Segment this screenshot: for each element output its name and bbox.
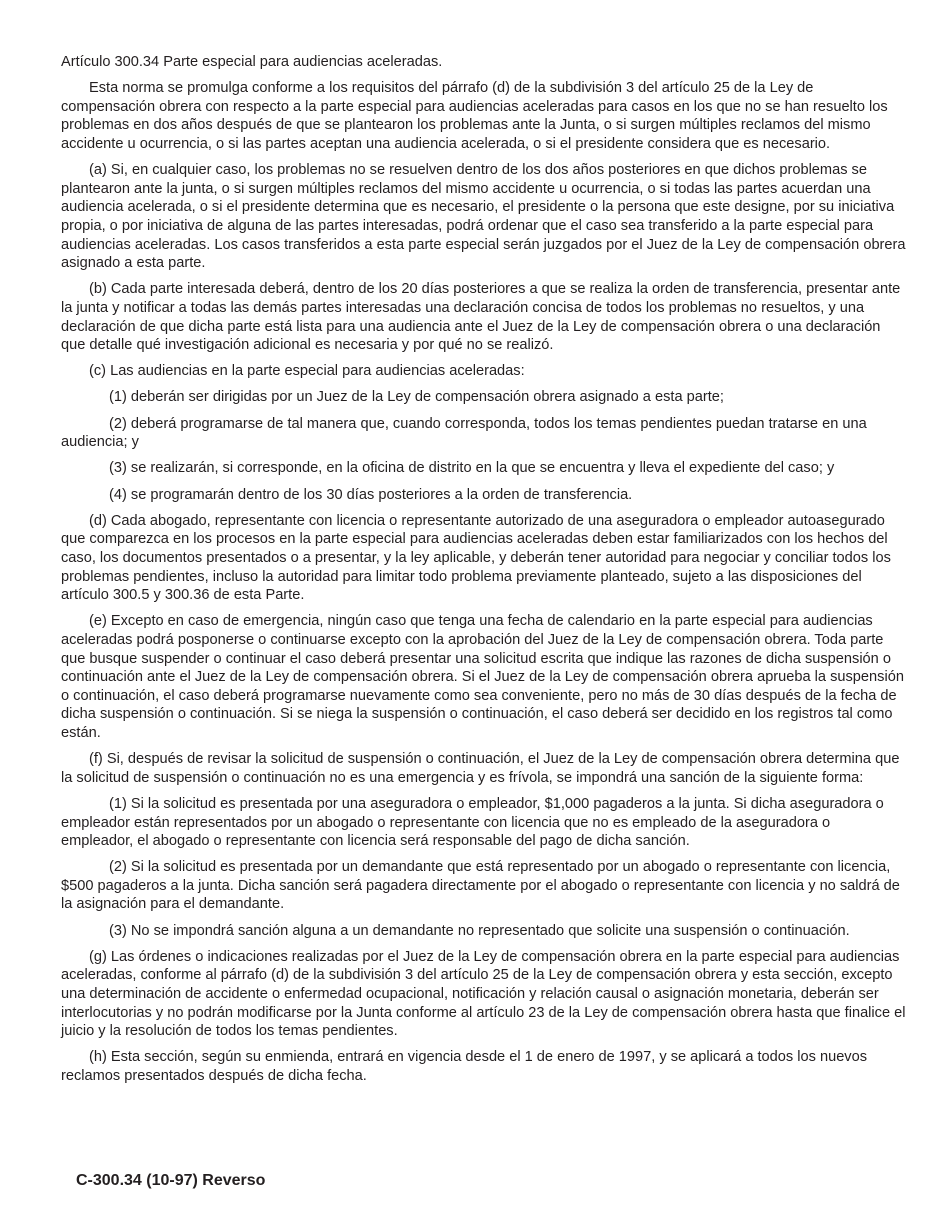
paragraph-c: (c) Las audiencias en la parte especial para audiencias aceleradas: [89, 363, 525, 380]
document-body [61, 53, 906, 1093]
paragraph-b: (b) Cada parte interesada deberá, dentro de los 20 días posteriores a que se realiza la orden de transferencia, presentar ante la junta y notificar a todas las demás partes interesadas una declaración concisa de todos los problemas no resueltos, y una declaración de que dicha parte está lista para una audiencia ante el Juez de la Ley de compensación obrera o una declaración que detalle qué investigación adicional es necesaria y por qué no se realizó. [61, 281, 901, 354]
paragraph-a: (a) Si, en cualquier caso, los problemas no se resuelven dentro de los dos años posteriores en que dichos problemas se plantearon ante la junta, o si surgen múltiples reclamos del mismo accidente u ocurrencia, o si todas las partes acuerdan una audiencia acelerada, o si el presidente determina que es necesario, el presidente o la persona que este designe, por su iniciativa propia, o por iniciativa de alguna de las partes interesadas, podrá ordenar que el caso sea transferido a la parte especial para audiencias aceleradas. Los casos transferidos a esta parte especial serán juzgados por el Juez de la Ley de compensación obrera asignado a esta parte. [61, 162, 906, 272]
paragraph-c-2: (2) deberá programarse de tal manera que, cuando corresponda, todos los temas pendientes puedan tratarse en una audiencia; y [61, 415, 867, 451]
paragraph-f-1: (1) Si la solicitud es presentada por una aseguradora o empleador, $1,000 pagaderos a la junta. Si dicha aseguradora o empleador están representados por un abogado o representante con licencia que no es empleado de la aseguradora o empleador, el abogado o representante con licencia será responsable del pago de dicha sanción. [61, 795, 884, 850]
paragraph-c-4: (4) se programarán dentro de los 30 días posteriores a la orden de transferencia. [109, 486, 633, 503]
paragraph-g: (g) Las órdenes o indicaciones realizadas por el Juez de la Ley de compensación obrera en la parte especial para audiencias aceleradas, conforme al párrafo (d) de la subdivisión 3 del artículo 25 de la Ley de compensación obrera y esta sección, excepto una determinación de accidente o enfermedad ocupacional, notificación y relación causal o asignación monetaria, deberán ser interlocutorias y no podrán modificarse por la Junta conforme al artículo 23 de la Ley de compensación obrera hasta que finalice el juicio y la resolución de todos los temas pendientes. [61, 948, 906, 1040]
paragraph-intro: Esta norma se promulga conforme a los requisitos del párrafo (d) de la subdivisión 3 del artículo 25 de la Ley de compensación obrera con respecto a la parte especial para audiencias aceleradas para casos en los que no se han resuelto los problemas en dos años después de que se plantearon los problemas ante la Junta, o si surgen múltiples reclamos del mismo accidente u ocurrencia, o si las partes aceptan una audiencia acelerada, o si el presidente considera que es necesario. [61, 80, 888, 152]
article-title: Artículo 300.34 Parte especial para audiencias aceleradas. [61, 54, 443, 70]
paragraph-c-1: (1) deberán ser dirigidas por un Juez de la Ley de compensación obrera asignado a esta parte; [109, 389, 724, 406]
paragraph-f: (f) Si, después de revisar la solicitud de suspensión o continuación, el Juez de la Ley de compensación obrera determina que la solicitud de suspensión o continuación no es una emergencia y es frívola, se impondrá una sanción de la siguiente forma: [61, 751, 900, 786]
paragraph-d: (d) Cada abogado, representante con licencia o representante autorizado de una aseguradora o empleador autoasegurado que comparezca en los procesos en la parte especial para audiencias aceleradas deben estar familiarizados con los hechos del caso, los documentos presentados o a presentar, y la ley aplicable, y deberán tener autoridad para negociar y conciliar todos los problemas pendientes, incluso la autoridad para limitar todo problema previamente planteado, sujeto a las disposiciones del artículo 300.5 y 300.36 de esta Parte. [61, 512, 891, 604]
paragraph-h: (h) Esta sección, según su enmienda, entrará en vigencia desde el 1 de enero de 1997, y se aplicará a todos los nuevos reclamos presentados después de dicha fecha. [61, 1049, 868, 1084]
paragraph-f-3: (3) No se impondrá sanción alguna a un demandante no representado que solicite una suspensión o continuación. [109, 922, 850, 939]
paragraph-c-3: (3) se realizarán, si corresponde, en la oficina de distrito en la que se encuentra y lleva el expediente del caso; y [109, 460, 835, 477]
form-code-footer: C-300.34 (10-97) Reverso [76, 1172, 266, 1189]
paragraph-f-2: (2) Si la solicitud es presentada por un demandante que está representado por un abogado o representante con licencia, $500 pagaderos a la junta. Dicha sanción será pagadera directamente por el abogado o representante con licencia y no saldrá de la asignación para el demandante. [61, 859, 900, 913]
paragraph-e: (e) Excepto en caso de emergencia, ningún caso que tenga una fecha de calendario en la parte especial para audiencias aceleradas podrá posponerse o continuarse excepto con la aprobación del Juez de la Ley de compensación obrera. Toda parte que busque suspender o continuar el caso deberá presentar una solicitud escrita que indique las razones de dicha suspensión o continuación ante el Juez de la Ley de compensación obrera. Si el Juez de la Ley de compensación obrera aprueba la suspensión o continuación, el caso deberá programarse nuevamente como sea conveniente, pero no más de 30 días después de la fecha de dicha suspensión o continuación. Si se niega la suspensión o continuación, el caso deberá ser decidido en los registros tal como están. [61, 613, 904, 741]
